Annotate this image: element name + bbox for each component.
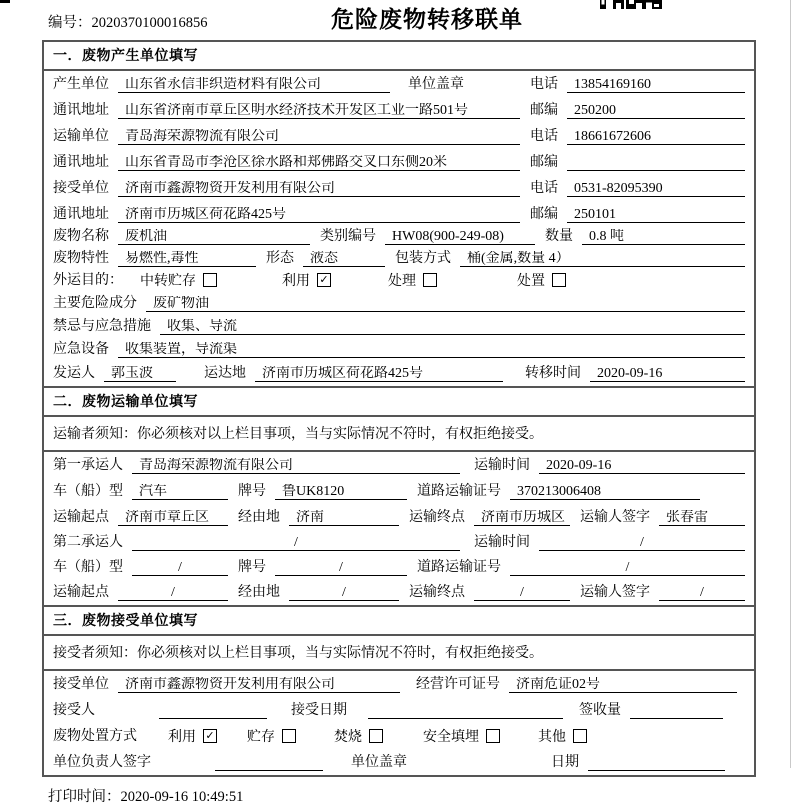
- accepting-unit-value: 济南市鑫源物资开发利用有限公司: [118, 677, 400, 693]
- transport-phone-value: 18661672606: [567, 129, 745, 145]
- accept-date-value: [368, 704, 563, 719]
- checkbox-label: 处理: [388, 274, 416, 289]
- checkbox-label: 利用: [168, 730, 196, 745]
- vehicle-type-label: 车（船）型: [53, 484, 123, 499]
- waste-property-label: 废物特性: [53, 251, 109, 266]
- receiver-notice: 接受者须知：你必须核对以上栏目事项，当与实际情况不符时，有权拒绝接受。: [44, 636, 754, 671]
- address-label: 通讯地址: [53, 155, 109, 170]
- checkbox-treatment: [423, 273, 437, 287]
- page-title: 危险废物转移联单: [331, 7, 523, 32]
- checkbox-item-reuse: [168, 726, 217, 746]
- row-disposal-method: [44, 723, 754, 749]
- destination-value: 济南市历城区荷花路425号: [255, 366, 503, 382]
- consignor-value: 郭玉波: [104, 366, 176, 382]
- qr-code-fragment: [600, 0, 662, 9]
- row-second-route: [44, 580, 754, 605]
- checkbox-disposal-other: [573, 729, 587, 743]
- row-waste-property: [44, 249, 754, 271]
- print-time-value: 2020-09-16 10:49:51: [120, 789, 244, 805]
- phone-label: 电话: [530, 129, 558, 144]
- second-terminus-value: /: [474, 585, 570, 601]
- emergency-equipment-value: 收集装置，导流渠: [118, 342, 745, 358]
- business-license-label: 经营许可证号: [416, 677, 500, 692]
- row-first-vehicle: [44, 478, 754, 504]
- row-receiver-unit: [44, 175, 754, 201]
- second-carrier-label: 第二承运人: [53, 535, 123, 550]
- business-license-value: 济南危证02号: [509, 677, 737, 693]
- checkbox-item-landfill: [423, 726, 500, 746]
- address-label: 通讯地址: [53, 207, 109, 222]
- form-state-value: 液态: [303, 251, 385, 267]
- row-acceptor: [44, 697, 754, 723]
- unit-seal-label: 单位盖章: [351, 755, 407, 770]
- row-second-vehicle: [44, 555, 754, 580]
- serial-number: [48, 11, 208, 32]
- checkbox-item-storage: [247, 726, 296, 746]
- print-time-label: 打印时间：: [48, 789, 121, 805]
- first-terminus-value: 济南市历城区: [474, 510, 570, 526]
- checkbox-item-other: [538, 726, 587, 746]
- checkbox-item-disposal: [517, 270, 566, 290]
- checkbox-item-treatment: [388, 270, 437, 290]
- consignor-label: 发运人: [53, 366, 95, 381]
- transport-address-value: 山东省青岛市李沧区徐水路和郑佛路交叉口东侧20米: [118, 155, 520, 171]
- checkbox-disposal-incineration: [369, 729, 383, 743]
- accept-date-label: 接受日期: [291, 703, 347, 718]
- transport-unit-label: 运输单位: [53, 129, 109, 144]
- row-accepting-unit: [44, 671, 754, 697]
- row-producer-address: [44, 97, 754, 123]
- section3-header: 三．废物接受单位填写: [44, 605, 754, 636]
- via-label: 经由地: [238, 585, 280, 600]
- quantity-value: 0.8 吨: [582, 229, 745, 245]
- producer-unit-label: 产生单位: [53, 77, 109, 92]
- checkbox-disposal-storage: [282, 729, 296, 743]
- responsible-signature-label: 单位负责人签字: [53, 755, 151, 770]
- address-label: 通讯地址: [53, 103, 109, 118]
- second-road-permit-value: /: [510, 560, 745, 576]
- category-code-value: HW08(900-249-08): [385, 229, 535, 245]
- waste-name-value: 废机油: [118, 229, 310, 245]
- acceptor-value: [159, 704, 267, 719]
- postcode-label: 邮编: [530, 155, 558, 170]
- producer-postcode-value: 250200: [567, 103, 745, 119]
- transport-unit-value: 青岛海荣源物流有限公司: [118, 129, 520, 145]
- transfer-time-label: 转移时间: [525, 366, 581, 381]
- transport-time-label: 运输时间: [474, 535, 530, 550]
- row-emergency-equipment: [44, 339, 754, 362]
- postcode-label: 邮编: [530, 103, 558, 118]
- terminus-label: 运输终点: [409, 510, 465, 525]
- carrier-signature-label: 运输人签字: [580, 510, 650, 525]
- checkbox-label: 利用: [282, 274, 310, 289]
- receiver-address-value: 济南市历城区荷花路425号: [118, 207, 520, 223]
- page-edge-line: [790, 0, 791, 768]
- transfer-time-value: 2020-09-16: [590, 366, 745, 382]
- second-vehicle-type-value: /: [132, 560, 228, 576]
- second-carrier-signature-value: /: [659, 585, 745, 601]
- producer-unit-value: 山东省永信非织造材料有限公司: [118, 77, 390, 93]
- checkbox-disposal: [552, 273, 566, 287]
- phone-label: 电话: [530, 77, 558, 92]
- checkbox-reuse: ✓: [317, 273, 331, 287]
- transporter-notice: 运输者须知：你必须核对以上栏目事项，当与实际情况不符时，有权拒绝接受。: [44, 417, 754, 452]
- document-header: [0, 0, 796, 40]
- destination-label: 运达地: [204, 366, 246, 381]
- first-carrier-signature-value: 张春雷: [659, 510, 745, 526]
- second-origin-value: /: [118, 585, 228, 601]
- packaging-value: 桶(金属,数量 4）: [460, 251, 745, 267]
- receiver-postcode-value: 250101: [567, 207, 745, 223]
- producer-phone-value: 13854169160: [567, 77, 745, 93]
- first-transport-time-value: 2020-09-16: [539, 458, 745, 474]
- via-label: 经由地: [238, 510, 280, 525]
- checkbox-disposal-landfill: [486, 729, 500, 743]
- plate-number-label: 牌号: [238, 484, 266, 499]
- section1-header: 一．废物产生单位填写: [44, 42, 754, 71]
- first-vehicle-type-value: 汽车: [132, 484, 228, 500]
- checkbox-disposal-reuse: ✓: [203, 729, 217, 743]
- unit-seal-label: 单位盖章: [408, 77, 464, 92]
- producer-address-value: 山东省济南市章丘区明水经济技术开发区工业一路501号: [118, 103, 520, 119]
- receiver-unit-value: 济南市鑫源物资开发利用有限公司: [118, 181, 520, 197]
- plate-number-label: 牌号: [238, 560, 266, 575]
- row-contraindication: [44, 316, 754, 339]
- date-value: [588, 756, 725, 771]
- form-state-label: 形态: [266, 251, 294, 266]
- packaging-label: 包装方式: [395, 251, 451, 266]
- transport-time-label: 运输时间: [474, 458, 530, 473]
- receiver-phone-value: 0531-82095390: [567, 181, 745, 197]
- hazard-component-label: 主要危险成分: [53, 296, 137, 311]
- acceptor-label: 接受人: [53, 703, 95, 718]
- checkbox-transit-storage: [203, 273, 217, 287]
- checkbox-label: 其他: [538, 730, 566, 745]
- row-waste-name: [44, 227, 754, 249]
- second-via-value: /: [289, 585, 399, 601]
- emergency-equipment-label: 应急设备: [53, 342, 109, 357]
- row-second-carrier: [44, 530, 754, 555]
- row-producer-unit: [44, 71, 754, 97]
- first-road-permit-value: 370213006408: [510, 484, 700, 500]
- waste-name-label: 废物名称: [53, 229, 109, 244]
- checkbox-label: 处置: [517, 274, 545, 289]
- row-consignor: [44, 362, 754, 386]
- second-plate-number-value: /: [275, 560, 407, 576]
- checkbox-label: 安全填埋: [423, 730, 479, 745]
- first-carrier-value: 青岛海荣源物流有限公司: [132, 458, 460, 474]
- first-origin-value: 济南市章丘区: [118, 510, 228, 526]
- row-transfer-purpose: [44, 271, 754, 293]
- quantity-label: 数量: [545, 229, 573, 244]
- row-receiver-address: [44, 201, 754, 227]
- origin-label: 运输起点: [53, 510, 109, 525]
- responsible-signature-value: [215, 756, 323, 771]
- transport-postcode-value: [567, 156, 745, 171]
- vehicle-type-label: 车（船）型: [53, 560, 123, 575]
- row-responsible-signature: [44, 749, 754, 775]
- row-first-route: [44, 504, 754, 530]
- phone-label: 电话: [530, 181, 558, 196]
- row-first-carrier: [44, 452, 754, 478]
- section2-header: 二．废物运输单位填写: [44, 386, 754, 417]
- transfer-purpose-label: 外运目的：: [53, 273, 123, 288]
- carrier-signature-label: 运输人签字: [580, 585, 650, 600]
- row-transport-address: [44, 149, 754, 175]
- terminus-label: 运输终点: [409, 585, 465, 600]
- serial-value: 2020370100016856: [91, 15, 208, 31]
- hazard-component-value: 废矿物油: [146, 296, 745, 312]
- accepting-unit-label: 接受单位: [53, 677, 109, 692]
- origin-label: 运输起点: [53, 585, 109, 600]
- second-transport-time-value: /: [539, 535, 745, 551]
- checkbox-item-transit-storage: [140, 270, 217, 290]
- checkbox-label: 贮存: [247, 730, 275, 745]
- transfer-form-table: [42, 40, 756, 777]
- checkbox-label: 焚烧: [334, 730, 362, 745]
- contraindication-label: 禁忌与应急措施: [53, 319, 151, 334]
- first-carrier-label: 第一承运人: [53, 458, 123, 473]
- second-carrier-value: /: [132, 535, 460, 551]
- checkbox-label: 中转贮存: [140, 274, 196, 289]
- receiver-unit-label: 接受单位: [53, 181, 109, 196]
- first-plate-number-value: 鲁UK8120: [275, 484, 407, 500]
- received-quantity-label: 签收量: [579, 703, 621, 718]
- checkbox-item-reuse: [282, 270, 331, 290]
- disposal-method-label: 废物处置方式: [53, 729, 137, 744]
- received-quantity-value: [630, 704, 723, 719]
- row-hazard-component: [44, 293, 754, 316]
- category-code-label: 类别编号: [320, 229, 376, 244]
- row-transport-unit: [44, 123, 754, 149]
- postcode-label: 邮编: [530, 207, 558, 222]
- date-label: 日期: [551, 755, 579, 770]
- road-permit-label: 道路运输证号: [417, 560, 501, 575]
- contraindication-value: 收集、导流: [160, 319, 745, 335]
- checkbox-item-incineration: [334, 726, 383, 746]
- print-time: [48, 785, 796, 806]
- waste-property-value: 易燃性,毒性: [118, 251, 256, 267]
- road-permit-label: 道路运输证号: [417, 484, 501, 499]
- serial-label: 编号：: [48, 15, 92, 31]
- first-via-value: 济南: [289, 510, 399, 526]
